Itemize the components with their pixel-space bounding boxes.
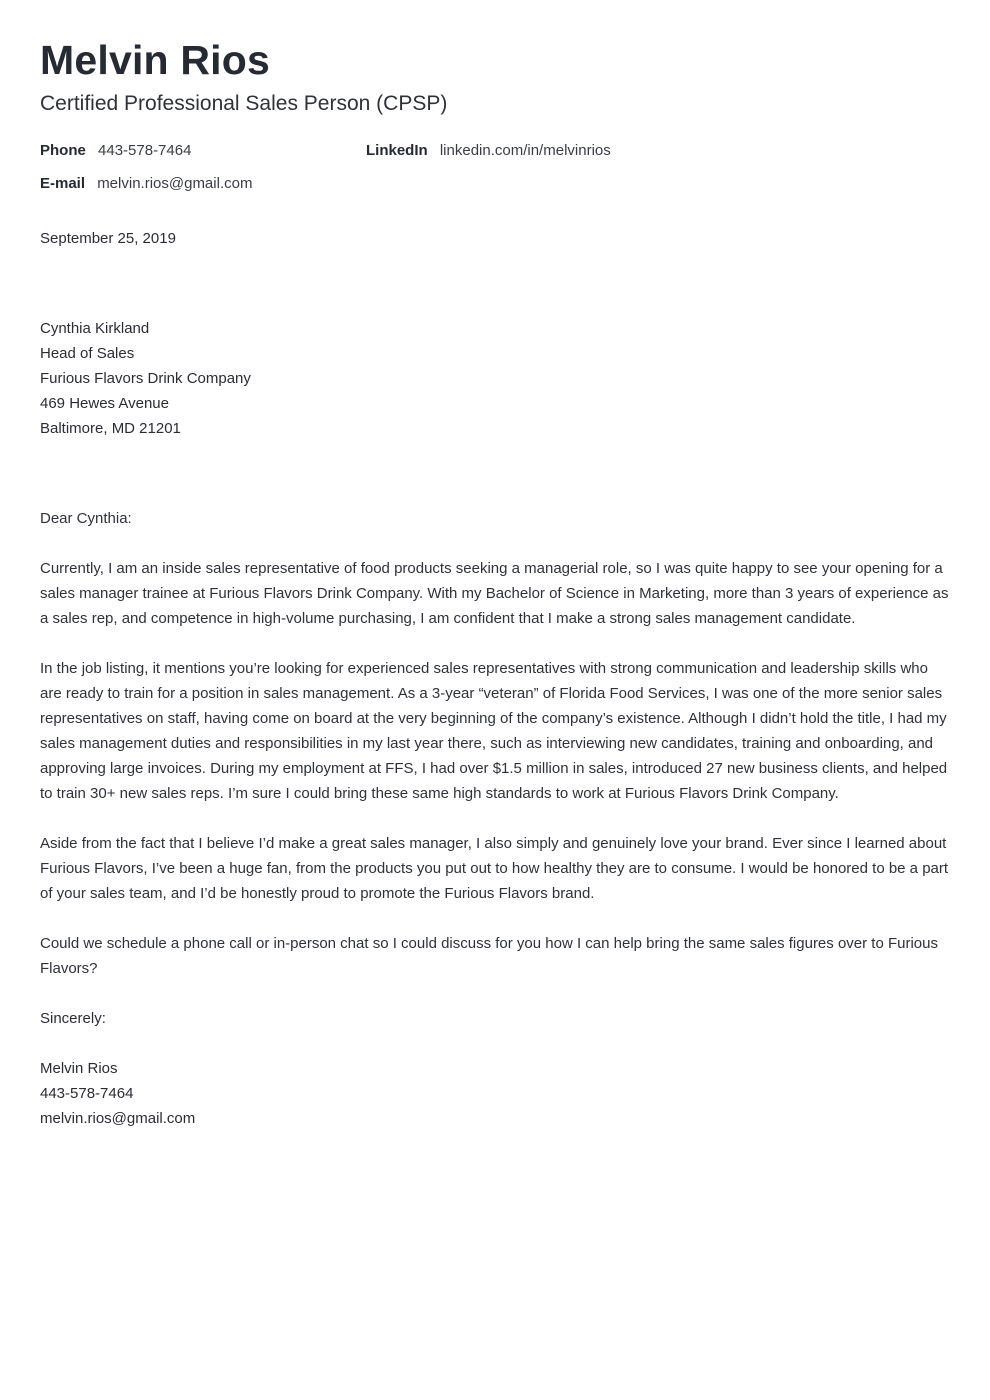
letter-paragraph: In the job listing, it mentions you’re looking for experienced sales representatives with strong communication and leadership skills who are ready to train for a position in sales management. As a 3-year “veteran” of Florida Food Services, I was one of the more senior sales representatives on staff, having come on board at the very beginning of the company’s existence. Although I didn’t hold the title, I had my sales management duties and responsibilities in my last year there, such as interviewing new candidates, training and onboarding, and approving large invoices. During my employment at FFS, I had over $1.5 million in sales, introduced 27 new business clients, and helped to train 30+ new sales reps. I’m sure I could bring these same high standards to work at Furious Flavors Drink Company. xyxy=(40,660,948,802)
recipient-name: Cynthia Kirkland xyxy=(40,320,150,337)
letter-paragraph: Aside from the fact that I believe I’d make a great sales manager, I also simply and genuinely love your brand. Ever since I learned about Furious Flavors, I’ve been a huge fan, from the products you put out to how healthy they are to consume. I would be honored to be a part of your sales team, and I’d be honestly proud to promote the Furious Flavors brand. xyxy=(40,835,949,902)
letter-date: September 25, 2019 xyxy=(40,230,176,247)
salutation: Dear Cynthia: xyxy=(40,510,132,527)
recipient-company: Furious Flavors Drink Company xyxy=(40,370,251,387)
letter-paragraph: Currently, I am an inside sales representative of food products seeking a managerial role, so I was quite happy to see your opening for a sales manager trainee at Furious Flavors Drink Company. With my Bachelor of Science in Marketing, more than 3 years of experience as a sales rep, and competence in high-volume purchasing, I am confident that I make a strong sales management candidate. xyxy=(40,560,949,627)
contact-info xyxy=(40,141,950,207)
closing: Sincerely: xyxy=(40,1010,106,1027)
email-value: melvin.rios@gmail.com xyxy=(97,175,253,192)
applicant-title: Certified Professional Sales Person (CPSP) xyxy=(40,92,448,115)
contact-email xyxy=(40,174,252,194)
recipient-city: Baltimore, MD 21201 xyxy=(40,420,181,437)
recipient-position: Head of Sales xyxy=(40,345,135,362)
linkedin-value: linkedin.com/in/melvinrios xyxy=(439,142,611,159)
contact-phone xyxy=(40,141,191,161)
applicant-name: Melvin Rios xyxy=(40,37,271,83)
recipient-street: 469 Hewes Avenue xyxy=(40,395,169,412)
letter-body xyxy=(40,506,950,981)
signature-block xyxy=(40,1006,950,1131)
contact-linkedin xyxy=(366,141,611,161)
recipient-address xyxy=(40,316,950,441)
phone-value: 443-578-7464 xyxy=(98,142,192,159)
signature-email: melvin.rios@gmail.com xyxy=(40,1110,196,1127)
signature-phone: 443-578-7464 xyxy=(40,1085,134,1102)
linkedin-label: LinkedIn xyxy=(366,142,428,159)
email-label: E-mail xyxy=(40,175,86,192)
phone-label: Phone xyxy=(40,142,86,159)
signature-name: Melvin Rios xyxy=(40,1060,118,1077)
letter-paragraph: Could we schedule a phone call or in-person chat so I could discuss for you how I can help bring the same sales figures over to Furious Flavors? xyxy=(40,935,938,977)
